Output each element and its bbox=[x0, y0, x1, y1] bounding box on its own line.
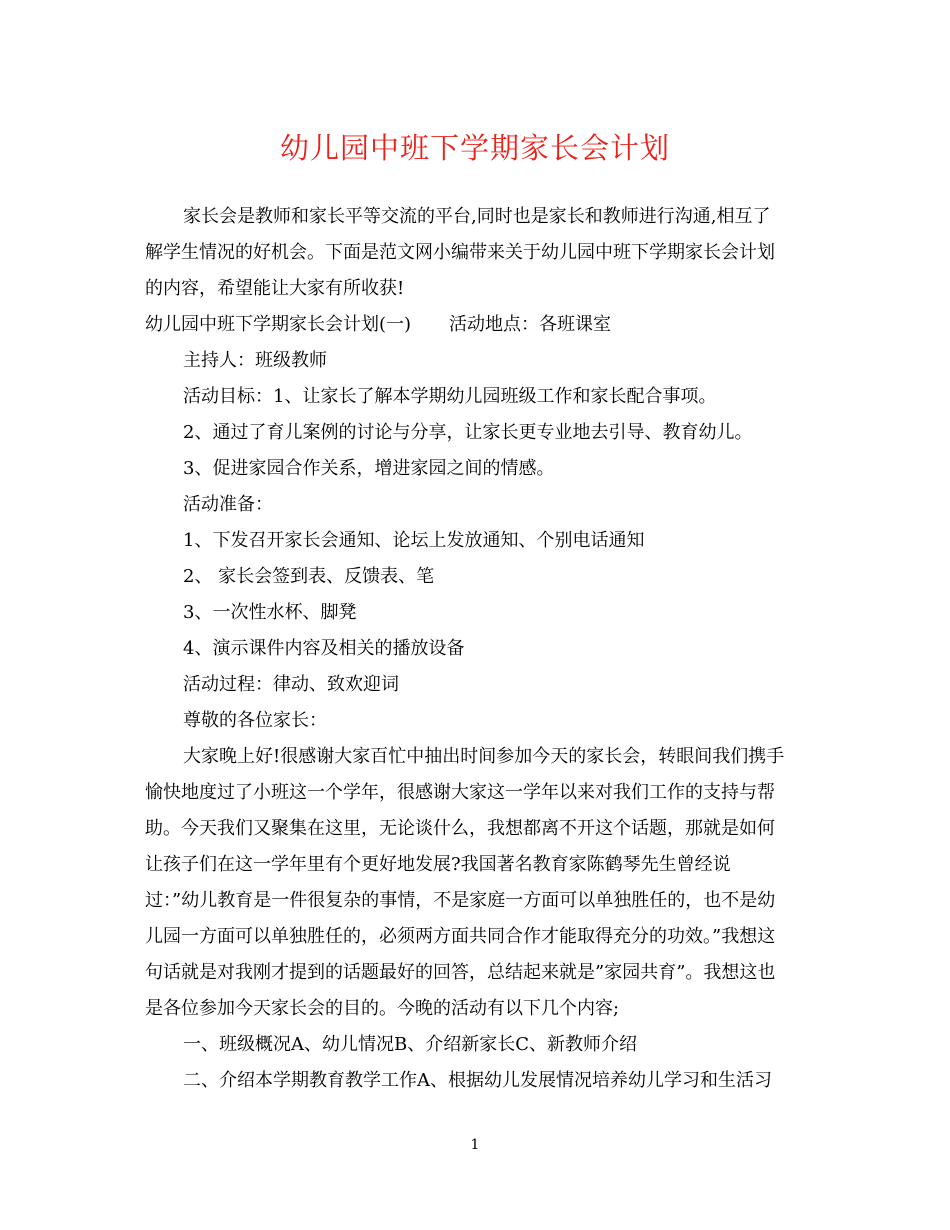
paragraph-line: 一、班级概况A、幼儿情况B、介绍新家长C、新教师介绍 bbox=[183, 1034, 637, 1055]
paragraph-line: 二、介绍本学期教育教学工作A、根据幼儿发展情况培养幼儿学习和生活习 bbox=[183, 1070, 772, 1091]
paragraph-line: 句话就是对我刚才提到的话题最好的回答，总结起来就是”家园共育”。我想这也 bbox=[145, 962, 776, 983]
paragraph-line: 活动准备： bbox=[183, 494, 273, 515]
paragraph-line: 让孩子们在这一学年里有个更好地发展?我国著名教育家陈鹤琴先生曾经说 bbox=[145, 854, 731, 875]
paragraph-line: 3、促进家园合作关系，增进家园之间的情感。 bbox=[183, 458, 555, 479]
paragraph-line: 尊敬的各位家长： bbox=[183, 710, 327, 731]
paragraph-line: 儿园一方面可以单独胜任的，必须两方面共同合作才能取得充分的功效。”我想这 bbox=[145, 926, 776, 947]
paragraph-line: 4、演示课件内容及相关的播放设备 bbox=[183, 638, 465, 659]
paragraph-line: 1、下发召开家长会通知、论坛上发放通知、个别电话通知 bbox=[183, 530, 645, 551]
page-number: 1 bbox=[470, 1137, 480, 1153]
paragraph-line: 2、 家长会签到表、反馈表、笔 bbox=[183, 566, 435, 587]
paragraph-line: 3、一次性水杯、脚凳 bbox=[183, 602, 357, 623]
activity-location: 活动地点：各班课室 bbox=[449, 314, 612, 335]
paragraph-line: 助。今天我们又聚集在这里，无论谈什么，我想都离不开这个话题，那就是如何 bbox=[145, 818, 775, 839]
paragraph-line: 愉快地度过了小班这一个学年，很感谢大家这一学年以来对我们工作的支持与帮 bbox=[145, 782, 775, 803]
paragraph-line: 大家晚上好!很感谢大家百忙中抽出时间参加今天的家长会，转眼间我们携手 bbox=[183, 746, 785, 767]
paragraph-line: 主持人：班级教师 bbox=[183, 350, 327, 371]
paragraph-line: 活动目标：1、让家长了解本学期幼儿园班级工作和家长配合事项。 bbox=[183, 386, 717, 407]
section-heading: 幼儿园中班下学期家长会计划(一) bbox=[145, 314, 412, 335]
document-title: 幼儿园中班下学期家长会计划 bbox=[279, 131, 670, 165]
paragraph-line: 是各位参加今天家长会的目的。今晚的活动有以下几个内容; bbox=[145, 998, 620, 1019]
paragraph-line: 过：”幼儿教育是一件很复杂的事情，不是家庭一方面可以单独胜任的，也不是幼 bbox=[145, 890, 776, 911]
paragraph-line: 解学生情况的好机会。下面是范文网小编带来关于幼儿园中班下学期家长会计划 bbox=[145, 242, 775, 263]
paragraph-line: 家长会是教师和家长平等交流的平台,同时也是家长和教师进行沟通,相互了 bbox=[183, 206, 771, 227]
paragraph-line: 活动过程：律动、致欢迎词 bbox=[183, 674, 399, 695]
paragraph-line: 的内容，希望能让大家有所收获! bbox=[145, 278, 405, 299]
section-heading-line bbox=[145, 313, 611, 337]
paragraph-line: 2、通过了育儿案例的讨论与分享，让家长更专业地去引导、教育幼儿。 bbox=[183, 422, 753, 443]
